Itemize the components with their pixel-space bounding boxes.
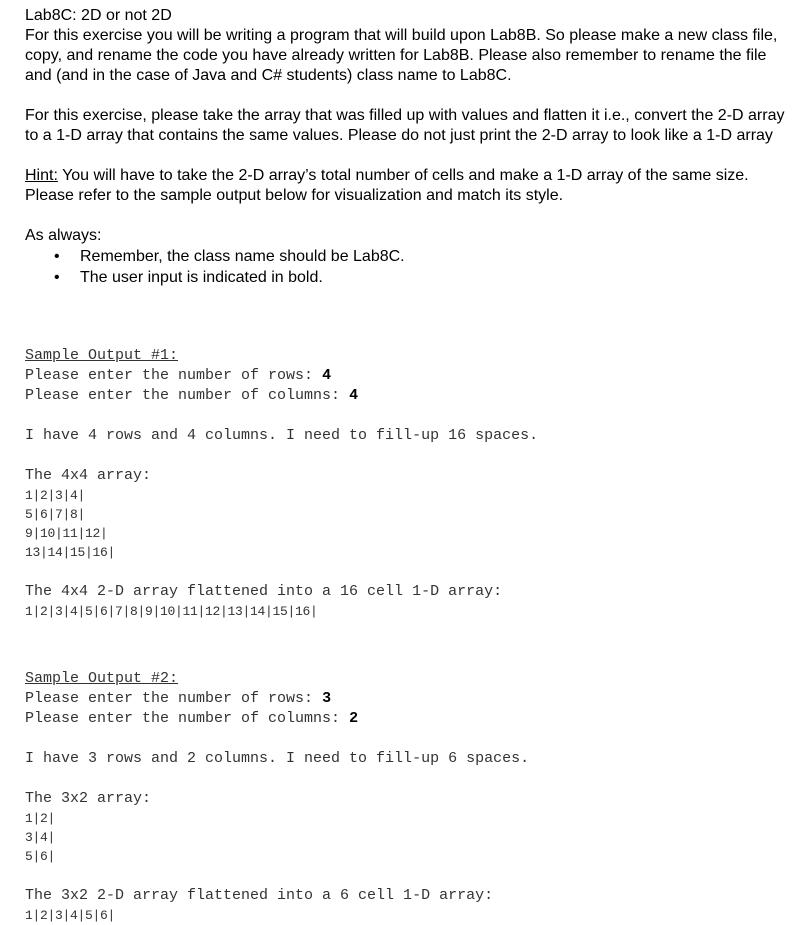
as-always-label: As always: — [25, 227, 102, 244]
hint-label: Hint: — [25, 167, 58, 184]
sample-output-1 — [25, 346, 538, 621]
hint-paragraph — [25, 166, 795, 206]
array-row: 5|6| — [25, 849, 56, 864]
array-row: 1|2| — [25, 811, 56, 826]
array-row: 9|10|11|12| — [25, 526, 108, 541]
list-item: • Remember, the class name should be Lab8C. — [80, 246, 795, 267]
summary-line: I have 3 rows and 2 columns. I need to fill-up 6 spaces. — [25, 750, 530, 767]
flat-label: The 3x2 2-D array flattened into a 6 cell 1-D array: — [25, 887, 494, 904]
flat-array: 1|2|3|4|5|6|7|8|9|10|11|12|13|14|15|16| — [25, 604, 318, 619]
array-row: 3|4| — [25, 830, 56, 845]
instructions-paragraph: For this exercise, please take the array that was filled up with values and flatten it i.e., convert the 2-D array to a 1-D array that contains the same values. Please do not just print the 2-D array to look like a 1-D array — [25, 107, 785, 144]
page-title: Lab8C: 2D or not 2D — [25, 7, 172, 24]
sample-output-2 — [25, 669, 529, 925]
sample-heading: Sample Output #2: — [25, 670, 179, 687]
intro-paragraph: For this exercise you will be writing a program that will build upon Lab8B. So please make a new class file, copy, and rename the code you have already written for Lab8B. Please also remember to rename the file and (and in the case of Java and C# students) class name to Lab8C. — [25, 27, 778, 84]
array-row: 13|14|15|16| — [25, 545, 116, 560]
user-input: 3 — [322, 690, 332, 707]
list-item: • The user input is indicated in bold. — [80, 267, 795, 288]
array-label: The 3x2 array: — [25, 790, 152, 807]
rows-prompt-line: Please enter the number of rows: 4 — [25, 367, 332, 384]
cols-prompt-line: Please enter the number of columns: 4 — [25, 387, 359, 404]
array-row: 5|6|7|8| — [25, 507, 86, 522]
user-input: 4 — [322, 367, 332, 384]
document-page — [25, 6, 795, 923]
instructions-section — [25, 6, 795, 288]
reminder-list — [25, 246, 795, 288]
sample-heading: Sample Output #1: — [25, 347, 179, 364]
rows-prompt-line: Please enter the number of rows: 3 — [25, 690, 332, 707]
user-input: 4 — [349, 387, 359, 404]
summary-line: I have 4 rows and 4 columns. I need to fill-up 16 spaces. — [25, 427, 539, 444]
hint-text: You will have to take the 2-D array’s total number of cells and make a 1-D array of the same size. Please refer to the sample output below for visualization and match its style. — [25, 167, 749, 204]
flat-label: The 4x4 2-D array flattened into a 16 cell 1-D array: — [25, 583, 503, 600]
flat-array: 1|2|3|4|5|6| — [25, 908, 116, 923]
array-row: 1|2|3|4| — [25, 488, 86, 503]
cols-prompt-line: Please enter the number of columns: 2 — [25, 710, 359, 727]
user-input: 2 — [349, 710, 359, 727]
array-label: The 4x4 array: — [25, 467, 152, 484]
